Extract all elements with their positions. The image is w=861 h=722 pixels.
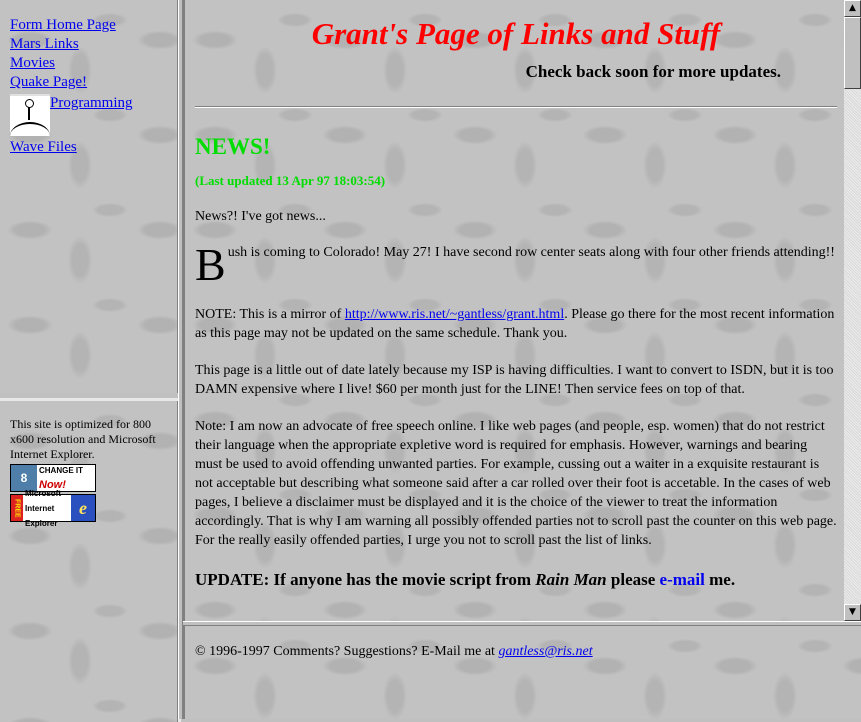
nav-link-form-home[interactable]: Form Home Page xyxy=(10,17,116,33)
divider xyxy=(195,106,837,108)
badge-explorer-label: Explorer xyxy=(25,518,58,528)
update-pre: UPDATE: If anyone has the movie script from xyxy=(195,570,536,589)
programming-row xyxy=(10,94,133,136)
badge-ms-label: Microsoft xyxy=(25,488,61,498)
footer-text xyxy=(195,644,593,660)
mirror-note-pre: NOTE: This is a mirror of xyxy=(195,307,345,322)
change-icon: 8 xyxy=(11,465,37,491)
optimized-note: This site is optimized for 800 x600 resolution and Microsoft Internet Explorer. xyxy=(10,417,156,461)
update-mid: please xyxy=(606,570,660,589)
email-link[interactable]: e-mail xyxy=(659,570,705,589)
mirror-link[interactable]: http://www.ris.net/~gantless/grant.html xyxy=(344,307,565,322)
badge-internet-label: Internet xyxy=(25,503,55,513)
last-updated: (Last updated 13 Apr 97 18:03:54) xyxy=(195,173,386,188)
update-movie: Rain Man xyxy=(535,570,607,589)
main-scrollbar[interactable] xyxy=(844,0,861,621)
footer-email-link[interactable]: gantless@ris.net xyxy=(498,644,593,659)
news-intro: News?! I've got news... xyxy=(195,209,326,224)
programming-image[interactable] xyxy=(10,94,50,136)
footer-frame xyxy=(183,626,861,719)
info-frame xyxy=(0,398,181,722)
footer-label: © 1996-1997 Comments? Suggestions? E-Mail me at xyxy=(195,644,499,659)
news-heading: NEWS! xyxy=(195,134,271,159)
update-post: me. xyxy=(704,570,736,589)
nav-frame xyxy=(0,0,181,393)
badge-change-label: CHANGE IT xyxy=(39,466,83,475)
bush-paragraph xyxy=(195,239,837,290)
bush-text: ush is coming to Colorado! May 27! I have second row center seats along with four other friends attending!! xyxy=(227,245,835,260)
mirror-note-post: . Please go there for the most recent information as this page may not be updated on the same schedule. Thank you. xyxy=(195,307,835,341)
page-title: Grant's Page of Links and Stuff xyxy=(311,16,721,51)
free-speech-paragraph: Note: I am now an advocate of free speech online. I like web pages (and people, esp. women) that do not restrict their language when the appropriate expletive word is required for emphasis. However, warnings and bearing must be used to avoid offending unwanted parties. For example, cussing out a waiter in a exquisite restaurant is not acceptable but describing what someone said after a car rolled over their foot is accetable. In the cases of web pages, I believe a disclaimer must be displayed and it is the choice of the viewer to treat the information accordingly. That is why I am warning all possibly offended parties not to scroll past the counter on this web page. For the really easily offended parties, I urge you not to scroll past the list of links. xyxy=(195,419,837,548)
nav-link-wave-files[interactable]: Wave Files xyxy=(10,139,77,155)
updates-notice: Check back soon for more updates. xyxy=(525,62,781,81)
nav-link-programming[interactable]: Programming xyxy=(50,95,133,111)
mirror-note xyxy=(195,305,837,343)
main-frame xyxy=(183,0,844,621)
scroll-up-icon[interactable]: ▲ xyxy=(844,0,861,17)
nav-link-mars[interactable]: Mars Links xyxy=(10,36,79,52)
nav-link-quake[interactable]: Quake Page! xyxy=(10,74,88,90)
update-notice xyxy=(195,570,837,590)
isp-paragraph: This page is a little out of date lately because my ISP is having difficulties. I want to convert to ISDN, but it is too DAMN expensive where I live! $60 per month just for the LINE! Then service fees on top of that. xyxy=(195,363,834,397)
nav-link-movies[interactable]: Movies xyxy=(10,55,55,71)
scroll-thumb[interactable] xyxy=(844,17,861,89)
ie-logo-icon: e xyxy=(71,495,95,521)
badge-free-label: FREE xyxy=(11,495,23,521)
drop-cap: B xyxy=(195,239,226,290)
nav-links xyxy=(10,16,133,157)
badge-now-label: Now! xyxy=(39,479,66,491)
ie-badge[interactable] xyxy=(10,488,96,528)
scroll-down-icon[interactable]: ▼ xyxy=(844,604,861,621)
